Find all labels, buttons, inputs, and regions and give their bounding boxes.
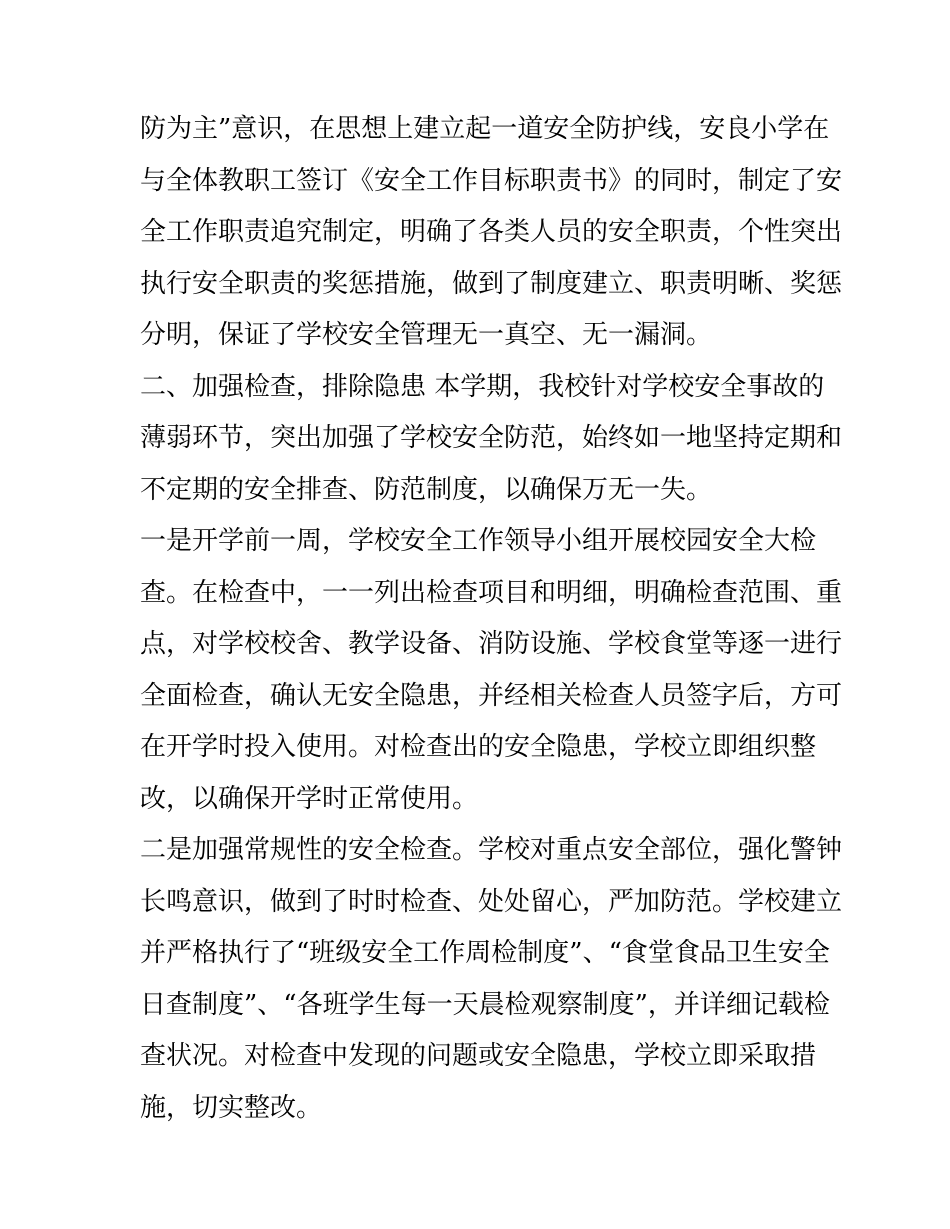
text-line: 查状况。对检查中发现的问题或安全隐患，学校立即采取措 <box>140 1041 817 1071</box>
text-line: 在开学时投入使用。对检查出的安全隐患，学校立即组织整 <box>140 732 817 762</box>
text-line: 改，以确保开学时正常使用。 <box>140 783 479 814</box>
text-line: 长鸣意识，做到了时时检查、处处留心，严加防范。学校建立 <box>140 886 843 917</box>
text-line: 查。在检查中，一一列出检查项目和明细，明确检查范围、重 <box>140 577 843 608</box>
text-line: 与全体教职工签订《安全工作目标职责书》的同时，制定了安 <box>140 165 843 196</box>
text-line: 二、加强检查，排除隐患 本学期，我校针对学校安全事故的 <box>140 371 825 402</box>
text-line: 施，切实整改。 <box>140 1092 323 1123</box>
text-line: 执行安全职责的奖惩措施，做到了制度建立、职责明晰、奖惩 <box>140 268 843 299</box>
text-line: 二是加强常规性的安全检查。学校对重点安全部位，强化警钟 <box>140 835 843 865</box>
text-line: 防为主”意识，在思想上建立起一道安全防护线，安良小学在 <box>140 114 830 144</box>
text-line: 全面检查，确认无安全隐患，并经相关检查人员签字后，方可 <box>140 680 843 711</box>
text-line: 不定期的安全排查、防范制度，以确保万无一失。 <box>140 474 713 505</box>
text-line: 一是开学前一周，学校安全工作领导小组开展校园安全大检 <box>140 526 817 556</box>
body-text <box>140 104 843 1134</box>
text-line: 薄弱环节，突出加强了学校安全防范，始终如一地坚持定期和 <box>140 423 843 453</box>
text-line: 分明，保证了学校安全管理无一真空、无一漏洞。 <box>140 320 713 350</box>
text-line: 点，对学校校舍、教学设备、消防设施、学校食堂等逐一进行 <box>140 629 843 659</box>
text-line: 并严格执行了“班级安全工作周检制度”、“食堂食品卫生安全 <box>140 938 830 968</box>
text-line: 全工作职责追究制定，明确了各类人员的安全职责，个性突出 <box>140 217 843 247</box>
text-line: 日查制度”、“各班学生每一天晨检观察制度”，并详细记载检 <box>140 989 830 1020</box>
